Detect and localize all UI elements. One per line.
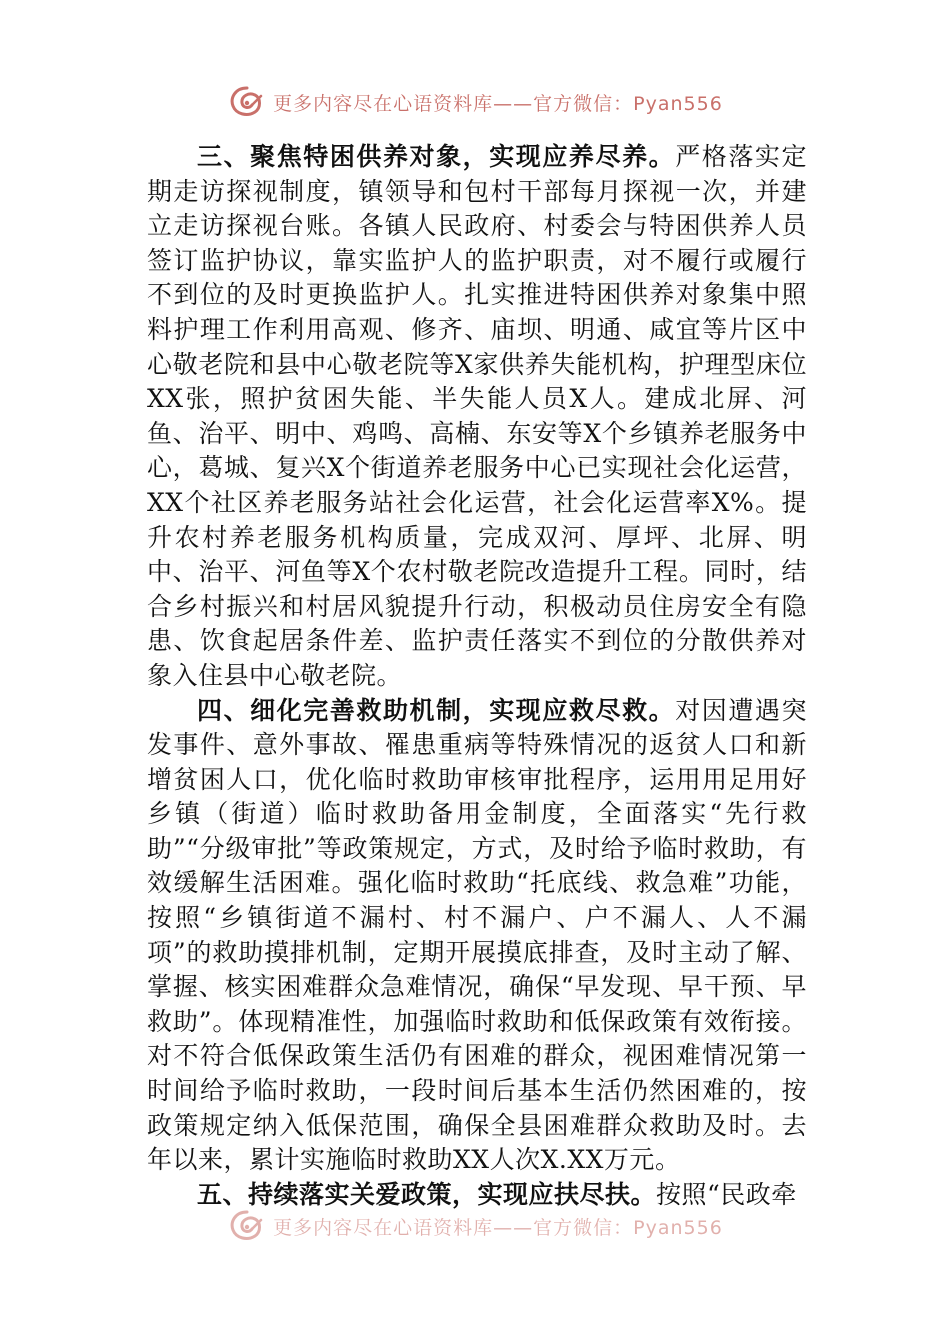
paragraph-text-4: 对因遭遇突发事件、意外事故、罹患重病等特殊情况的返贫人口和新增贫困人口，优化临时救助审核审批程序，运用用足用好乡镇（街道）临时救助备用金制度，全面落实“先行救助”“分级审批”等政策规定，方式，及时给予临时救助，有效缓解生活困难。强化临时救助“托底线、救急难”功能，按照“乡镇街道不漏村、村不漏户、户不漏人、人不漏项”的救助摸排机制，定期开展摸底排查，及时主动了解、掌握、核实困难群众急难情况，确保“早发现、早干预、早救助”。体现精准性，加强临时救助和低保政策有效衔接。对不符合低保政策生活仍有困难的群众，视困难情况第一时间给予临时救助，一段时间后基本生活仍然困难的，按政策规定纳入低保范围，确保全县困难群众救助及时。去年以来，累计实施临时救助XX人次X.XX万元。 [147,695,807,1175]
section-heading-5: 五、持续落实关爱政策，实现应扶尽扶。 [197,1179,657,1209]
document-body [147,140,807,1212]
watermark-text-footer: 更多内容尽在心语资料库——官方微信：Pyan556 [273,1216,723,1239]
watermark-header [0,82,950,122]
section-heading-3: 三、聚焦特困供养对象，实现应养尽养。 [197,142,676,171]
paragraph-text-3: 严格落实定期走访探视制度，镇领导和包村干部每月探视一次，并建立走访探视台账。各镇人民政府、村委会与特困供养人员签订监护协议，靠实监护人的监护职责，对不履行或履行不到位的及时更换监护人。扎实推进特困供养对象集中照料护理工作利用高观、修齐、庙坝、明通、咸宜等片区中心敬老院和县中心敬老院等X家供养失能机构，护理型床位XX张，照护贫困失能、半失能人员X人。建成北屏、河鱼、治平、明中、鸡鸣、高楠、东安等X个乡镇养老服务中心，葛城、复兴X个街道养老服务中心已实现社会化运营，XX个社区养老服务站社会化运营，社会化运营率X%。提升农村养老服务机构质量，完成双河、厚坪、北屏、明中、治平、河鱼等X个农村敬老院改造提升工程。同时，结合乡村振兴和村居风貌提升行动，积极动员住房安全有隐患、饮食起居条件差、监护责任落实不到位的分散供养对象入住县中心敬老院。 [147,142,807,690]
logo-swirl-icon [227,1208,267,1244]
watermark-text: 更多内容尽在心语资料库——官方微信：Pyan556 [273,92,723,115]
paragraph-text-5: 按照“民政牵 [656,1179,797,1209]
section-heading-4: 四、细化完善救助机制，实现应救尽救。 [197,695,676,725]
paragraph-3 [147,140,807,694]
paragraph-4 [147,694,807,1178]
logo-swirl-icon [227,84,267,120]
watermark-footer [0,1206,950,1246]
